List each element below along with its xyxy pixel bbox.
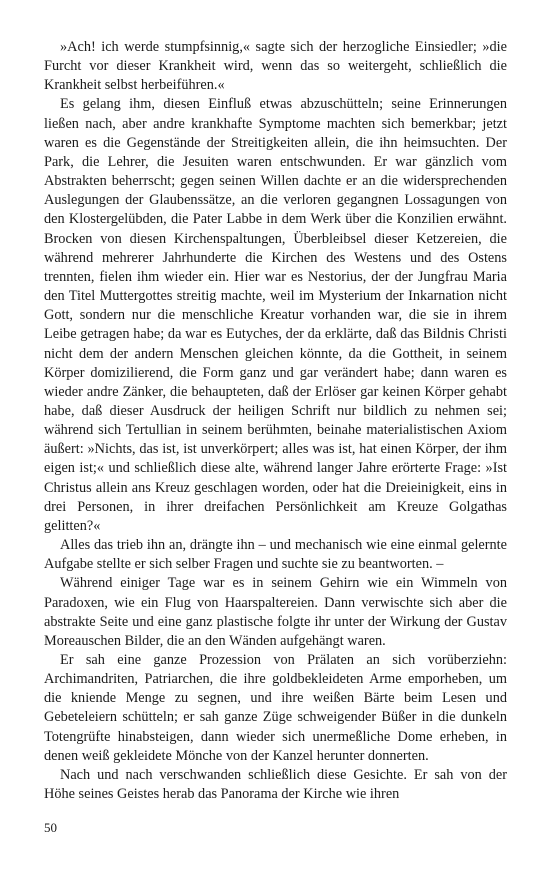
page-body (44, 38, 507, 804)
paragraph-6: Nach und nach verschwanden schließlich diese Gesichte. Er sah von der Höhe seines Geistes herab das Panorama der Kirche wie ihren (44, 766, 507, 803)
paragraph-2: Es gelang ihm, diesen Einfluß etwas abzuschütteln; seine Erinnerungen ließen nach, aber andre krankhafte Symptome machten sich bemerkbar; jetzt waren es die Gegenstände der Streitigkeiten allein, die ihn heimsuchten. Der Park, die Lehrer, die Jesuiten waren entschwunden. Er war gänzlich vom Abstrakten beherrscht; gegen seinen Willen dachte er an die widersprechenden Auslegungen der Glaubenssätze, an die verloren gegangnen Lossagungen von den Klostergelübden, die Pater Labbe in dem Werk über die Konzilien erwähnt. Brocken von diesen Kirchenspaltungen, Überbleibsel dieser Ketzereien, die während mehrerer Jahrhunderte die Kirchen des Westens und des Ostens trennten, fielen ihm wieder ein. Hier war es Nestorius, der der Jungfrau Maria den Titel Muttergottes streitig machte, weil im Mysterium der Inkarnation nicht Gott, sondern nur die menschliche Kreatur vorhanden war, die sie in ihrem Leibe getragen habe; da war es Eutyches, der da erklärte, daß das Bildnis Christi nicht dem der andern Menschen gleichen könnte, da die Gottheit, in seinem Körper domizilierend, die Form ganz und gar verändert habe; dann waren es wieder andre Zänker, die behaupteten, daß der Erlöser gar keinen Körper gehabt habe, daß dieser Ausdruck der heiligen Schrift nur bildlich zu nehmen sei; während sich Tertullian in seinem berühmten, beinahe materialistischen Axiom äußert: »Nichts, das ist, ist unverkörpert; alles was ist, hat einen Körper, der ihm eigen ist;« und schließlich diese alte, während langer Jahre erörterte Frage: »Ist Christus allein ans Kreuz geschlagen worden, oder hat die Dreieinigkeit, eins in drei Personen, in ihrer dreifachen Persönlichkeit am Kreuze Golgathas gelitten?« (44, 96, 507, 534)
page-number: 50 (44, 820, 57, 835)
paragraph-5: Er sah eine ganze Prozession von Prälaten an sich vorüberziehn: Archimandriten, Patriarchen, die ihre goldbekleideten Arme emporheben, um die kniende Menge zu segnen, und ihre weißen Bärte beim Lesen und Gebeteleiern schütteln; er sah ganze Züge schweigender Büßer in die dunkeln Totengrüfte hinabsteigen, dann wieder sich unermeßliche Dome erheben, in denen weiß gekleidete Mönche von der Kanzel herunter donnerten. (44, 652, 507, 764)
paragraph-1: »Ach! ich werde stumpfsinnig,« sagte sich der herzogliche Einsiedler; »die Furcht vor dieser Krankheit wird, wenn das so weitergeht, schließlich die Krankheit selbst herbeiführen.« (44, 39, 507, 94)
paragraph-4: Während einiger Tage war es in seinem Gehirn wie ein Wimmeln von Paradoxen, wie ein Flug von Haarspaltereien. Dann verwischte sich aber die abstrakte Seite und eine ganz plastische folgte ihr unter der Wirkung der Gustav Moreauschen Bilder, die an den Wänden aufgehängt waren. (44, 575, 507, 649)
paragraph-3: Alles das trieb ihn an, drängte ihn – und mechanisch wie eine einmal gelernte Aufgabe stellte er sich selber Fragen und suchte sie zu beantworten. – (44, 537, 507, 573)
